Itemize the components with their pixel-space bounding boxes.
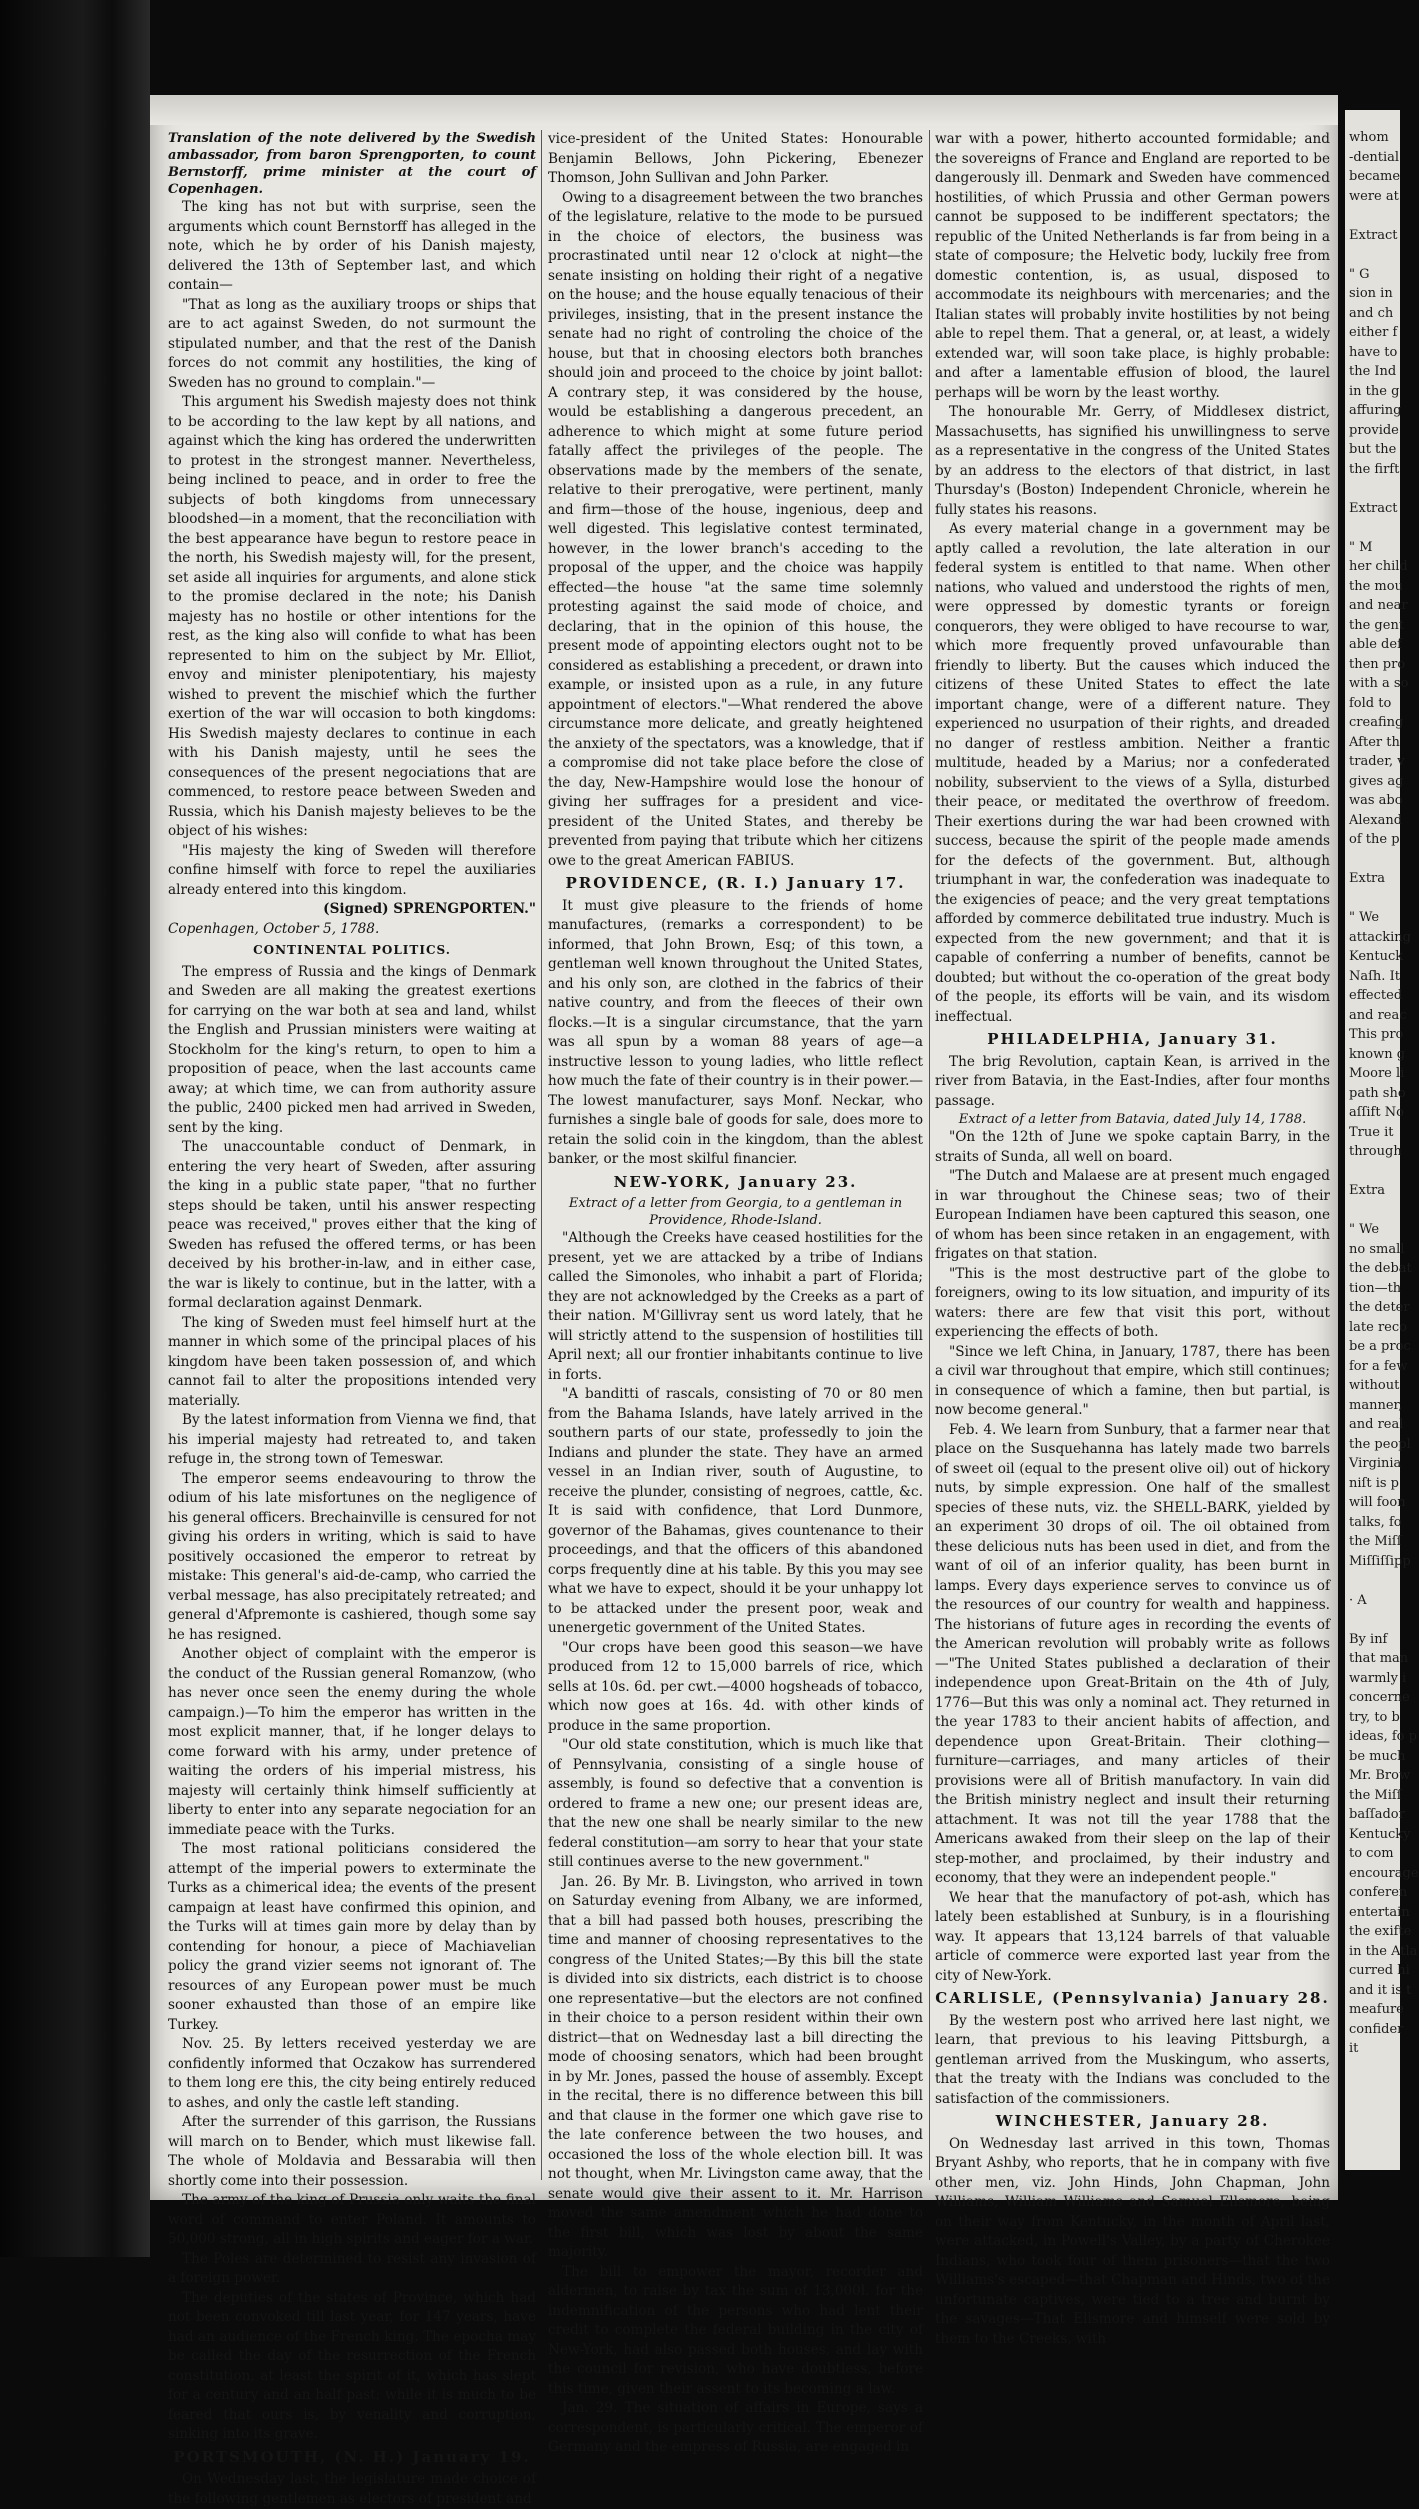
- paragraph: Jan. 26. By Mr. B. Livingston, who arrived in town on Saturday evening from Albany, we are informed, that a bill had passed both houses, prescribing the time and manner of choosing representatives to the congress of the United States;—By this bill the state is divided into six districts, each district is to choose one representative—but the electors are not confined in their choice to a person resident within their own district—that on Wednesday last a bill directing the mode of choosing senators, which had been brought in by Mr. Jones, passed the house of assembly. Except in the recital, there is no difference between this bill and that clause in the former one which gave rise to the late conference between the two houses, and occasioned the loss of the whole election bill. It was not thought, when Mr. Livingston came away, that the senate would give their assent to it. Mr. Harrison moved the same amendment which he had done to the first bill, which was lost by about the same majority.: [548, 1873, 923, 2260]
- paragraph: Another object of complaint with the emperor is the conduct of the Russian general Romanzow, (who has never once seen the enemy during the whole campaign.)—To him the emperor has written in the most explicit manner, that, if he longer delays to come forward with his army, under pretence of waiting the orders of his imperial mistress, his majesty will certainly think himself sufficiently at liberty to enter into any separate negociation for an immediate peace with the Turks.: [168, 1646, 536, 1838]
- signed-name: SPRENGPORTEN.": [393, 901, 536, 917]
- paragraph: "Our old state constitution, which is much like that of Pennsylvania, consisting of a single house of assembly, is found so defective that a convention is ordered to frame a new one; our present ideas are, that the new one shall be nearly similar to the new federal constitution—am sorry to hear that your state still continues averse to the new government.": [548, 1737, 923, 1870]
- paragraph: By the western post who arrived here last night, we learn, that previous to his leaving Pittsburgh, a gentleman arrived from the Muskingum, who asserts, that the treaty with the Indians was concluded to the satisfaction of the commissioners.: [935, 2012, 1330, 2107]
- book-binding: [0, 0, 150, 2257]
- paragraph: "That as long as the auxiliary troops or ships that are to act against Sweden, do not surmount the stipulated number, and that the rest of the Danish forces do not commit any hostilities, the king of Sweden has no ground to complain."—: [168, 296, 536, 391]
- paragraph: vice-president of the United States: Honourable Benjamin Bellows, John Pickering, Ebenezer Thomson, John Sullivan and John Parker.: [548, 131, 923, 186]
- column-1: [168, 130, 536, 2507]
- signed-label: (Signed): [323, 901, 389, 917]
- paragraph: This argument his Swedish majesty does not think to be according to the law kept by all nations, and against which the king has ordered the underwritten to protest in the strongest manner. Nevertheless, being inclined to peace, and in order to free the subjects of both kingdoms from unnecessary bloodshed—in a moment, that the reconciliation with the best appearance have begun to restore peace in the north, his Swedish majesty will, for the present, set aside all inquiries for arguments, and alone stick to the promise declared in the note; his Danish majesty has no hostile or other intentions for the rest, as the king also will confide to what has been represented to him on the subject by Mr. Elliot, envoy and minister plenipotentiary, his majesty wished to prevent the mischief which the further exertion of the war will occasion to both kingdoms: His Swedish majesty declares to continue in each with his Danish majesty, until he sees the consequences of the present negociations that are commenced, to restore peace between Sweden and Russia, which his Danish majesty believes to be the object of his wishes:: [168, 394, 536, 839]
- paragraph: war with a power, hitherto accounted formidable; and the sovereigns of France and England are reported to be dangerously ill. Denmark and Sweden have commenced hostilities, of which Prussia and other German powers cannot be supposed to be indifferent spectators; the republic of the United Netherlands is far from being in a state of composure; the Helvetic body, luckily free from domestic contention, is, as usual, disposed to accommodate its neighbours with mercenaries; and the Italian states will probably invite hostilities by not being able to repel them. That a general, or, at least, a widely extended war, will soon take place, is highly probable: and after a lamentable effusion of blood, the laurel perhaps will be worn by the least worthy.: [935, 131, 1330, 401]
- paragraph: The deputies of the states of Province, which had not been convoked till last year, for 147 years, have had an audience of the French king. The epocha may be called the day of the resurrection of the French constitution, at least the spirit of it, which has slept for a century and an half past; while it is much to be feared that ours is, by venality and corruption, sinking into its grave.: [168, 2289, 536, 2442]
- place-heading: WINCHESTER, January 28.: [995, 2112, 1270, 2130]
- column-rule: [929, 130, 930, 2180]
- paragraph: "The Dutch and Malaese are at present much engaged in war throughout the Chinese seas; two of their European Indiamen have been captured this season, one of whom has been since retaken in an engagement, with frigates on that station.: [935, 1168, 1330, 1262]
- paragraph: The bill to empower the mayor, recorder and aldermen, to raise by tax the sum of 13,000l. for the indemnification of the persons who had lent their credit to complete the federal building in the city of New-York, had also passed both houses, and lay with the council for revision, who have doubtless, before this time, given their assent to its becoming a law.: [548, 2263, 923, 2397]
- column-3: [935, 130, 1330, 2347]
- column-2: [548, 130, 923, 2455]
- place-heading: NEW-YORK, January 23.: [613, 1172, 858, 1191]
- place-heading: PROVIDENCE, (R. I.) January 17.: [565, 874, 906, 892]
- place-heading: CARLISLE, (Pennsylvania) January 28.: [935, 1989, 1330, 2007]
- paragraph: Feb. 4. We learn from Sunbury, that a farmer near that place on the Susquehanna has lately made two barrels of sweet oil (equal to the present olive oil) out of hickory nuts, by simple expression. One half of the smallest species of these nuts, viz. the SHELL-BARK, yielded by an experiment 30 drops of oil. The oil obtained from these delicious nuts has been used in diet, and from the want of oil of an inferior quality, has been burnt in lamps. Every days experience serves to convince us of the resources of our country for wealth and happiness. The historians of future ages in recording the events of the American revolution will probably write as follows—"The United States published a declaration of their independence upon Great-Britain on the 4th of July, 1776—But this was only a nominal act. They returned in the year 1783 to their ancient habits of affection, and dependence upon Great-Britain. Their clothing—furniture—carriages, and many articles of their provisions were all of British manufactory. In vain did the British ministry neglect and insult their returning attachment. It was not till the year 1788 that the Americans awaked from their sleep on the lap of their step-mother, and proclaimed, by their industry and economy, that they were an independent people.": [935, 1421, 1330, 1886]
- paragraph: "On the 12th of June we spoke captain Barry, in the straits of Sunda, all well on board.: [935, 1129, 1330, 1165]
- paragraph: "A banditti of rascals, consisting of 70 or 80 men from the Bahama Islands, have lately arrived in the southern parts of our state, professedly to join the Indians and plunder the state. They have an armed vessel in an Indian river, south of Augustine, to receive the plunder, consisting of negroes, cattle, &c. It is said with confidence, that Lord Dunmore, governor of the Bahamas, gives countenance to their proceedings, and that the officers of this abandoned corps frequently dine at his table. By this you may see what we have to expect, should it be your unhappy lot to be attacked under the present poor, weak and unenergetic government of the United States.: [548, 1386, 923, 1636]
- paragraph: "Our crops have been good this season—we have produced from 12 to 15,000 barrels of rice, which sells at 10s. 6d. per cwt.—4000 hogsheads of tobacco, which now goes at 16s. 4d. with other kinds of produce in the same proportion.: [548, 1639, 923, 1734]
- place-heading: PORTSMOUTH, (N. H.) January 19.: [173, 2447, 531, 2466]
- paragraph: "Although the Creeks have ceased hostilities for the present, yet we are attacked by a tribe of Indians called the Simonoles, who inhabit a part of Florida; they are not acknowledged by the Creeks as a part of their nation. M'Gillivray sent us word lately, that he will strictly attend to the suspension of hostilities till April next; all our frontier inhabitants continue to live in forts.: [548, 1230, 923, 1383]
- paragraph: The brig Revolution, captain Kean, is arrived in the river from Batavia, in the East-Indies, after four months passage.: [935, 1053, 1330, 1109]
- paragraph: The emperor seems endeavouring to throw the odium of his late misfortunes on the negligence of his general officers. Brechainville is censured for not giving his orders in writing, which is said to have positively occasioned the emperor to retreat by mistake: This general's aid-de-camp, who carried the verbal message, has also precipitately retreated; and general d'Afpremonte is cashiered, though some say he has resigned.: [168, 1470, 536, 1643]
- place-heading: PHILADELPHIA, January 31.: [987, 1030, 1278, 1048]
- paragraph: Nov. 25. By letters received yesterday we are confidently informed that Oczakow has surrendered to them long ere this, the city being entirely reduced to ashes, and only the castle left standing.: [168, 2036, 536, 2111]
- paragraph: By the latest information from Vienna we find, that his imperial majesty had retreated to, and taken refuge in, the strong town of Temeswar.: [168, 1412, 536, 1467]
- paragraph: The king has not but with surprise, seen the arguments which count Bernstorff has alleged in the note, which he by order of his Danish majesty, delivered the 13th of September last, and which contain—: [168, 199, 536, 293]
- paragraph: "His majesty the king of Sweden will therefore confine himself with force to repel the auxiliaries already entered into this kingdom.: [168, 842, 536, 898]
- extract-heading: Extract of a letter from Batavia, dated July 14, 1788.: [958, 1112, 1307, 1127]
- paragraph: After the surrender of this garrison, the Russians will march on to Bender, which must likewise fall. The whole of Moldavia and Bessarabia will then shortly come into their possession.: [168, 2114, 536, 2189]
- paragraph: We hear that the manufactory of pot-ash, which has lately been established at Sunbury, is in a flourishing way. It appears that 13,124 barrels of that valuable article of commerce were exported last year from the city of New-York.: [935, 1889, 1330, 1984]
- paragraph: It must give pleasure to the friends of home manufactures, (remarks a correspondent) to be informed, that John Brown, Esq; of this town, a gentleman well known throughout the United States, and his only son, are clothed in the fabrics of their native country, and from the fleeces of their own flocks.—It is a singular circumstance, that the yarn was all spun by a woman 88 years of age—a instructive lesson to young ladies, who little reflect how much the fate of their country is in their power.—The lowest manufacturer, says Monf. Neckar, who furnishes a single bale of goods for sale, does more to retain the solid coin in the kingdom, than the ablest banker, or the most skilful financier.: [548, 897, 923, 1167]
- paragraph: The army of the king of Prussia only waits the final word of command to enter Poland. It amounts to 50,000 strong, all in high spirits and eager for a war.: [168, 2192, 536, 2247]
- dateline: Copenhagen, October 5, 1788.: [168, 920, 380, 937]
- paragraph: The honourable Mr. Gerry, of Middlesex district, Massachusetts, has signified his unwillingness to serve as a representative in the congress of the United States by an address to the electors of that district, in last Thursday's (Boston) Independent Chronicle, wherein he fully states his reasons.: [935, 404, 1330, 518]
- paragraph: Owing to a disagreement between the two branches of the legislature, relative to the mode to be pursued in the choice of electors, the business was procrastinated until near 12 o'clock at night—the senate insisting on holding their right of a negative on the house; and the house equally tenacious of their privileges, insisting, that in the present instance the senate had no right of controling the choice of the house, but that in choosing electors both branches should join and proceed to the choice by joint ballot: A contrary step, it was considered by the house, would be establishing a dangerous precedent, an adherence to which might at some future period fatally affect the privileges of the people. The observations made by the members of the senate, relative to their prerogative, were pertinent, manly and firm—those of the house, ingenious, deep and well digested. This legislative contest terminated, however, in the lower branch's acceding to the proposal of the upper, and the choice was happily effected—the house "at the same time solemnly protesting against the said mode of choice, and declaring, that in the opinion of this house, the present mode of appointing electors ought not to be considered as establishing a precedent, or drawn into example, or insisted upon as a rule, in any future appointment of electors."—What rendered the above circumstance more delicate, and greatly heightened the anxiety of the spectators, was a knowledge, that if a compromise did not take place before the close of the day, New-Hampshire would lose the honour of giving her suffrages for a president and vice-president of the United States, and thereby be prevented from paying that tribute which her citizens owe to the great American FABIUS.: [548, 189, 923, 869]
- paragraph: The most rational politicians considered the attempt of the imperial powers to exterminate the Turks as a chimerical idea; the events of the present campaign at least have confirmed this opinion, and the Turks will at times gain more by delay than by contending for honour, a piece of Machiavelian policy the grand vizier seems not ignorant of. The resources of any European power must be much sooner exhausted than those of an empire like Turkey.: [168, 1841, 536, 2033]
- newspaper-page: [150, 95, 1338, 2507]
- paragraph: "This is the most destructive part of the globe to foreigners, owing to its low situation, and impurity of its waters: there are few that visit this port, without experiencing the effects of both.: [935, 1265, 1330, 1340]
- paragraph: The Poles are determined to resist any invasion of a foreign power.: [168, 2250, 536, 2286]
- paragraph: As every material change in a government may be aptly called a revolution, the late alteration in our federal system is entitled to that name. When other nations, who valued and understood the rights of men, were oppressed by domestic tyrants or foreign conquerors, they were obliged to have recourse to war, which more frequently proved unfavourable than friendly to liberty. But the causes which induced the citizens of these United States to effect the late important change, were of a different nature. They experienced no usurpation of their rights, and dreaded no danger of restless ambition. Neither a frantic multitude, headed by a Marius; nor a confederated nobility, subservient to the views of a Sylla, disturbed their peace, or meditated the overthrow of freedom. Their exertions during the war had been crowned with success, because the spirit of the people made amends for the defects of the government. But, although triumphant in war, the confederation was inadequate to the exigencies of peace; and the very great temptations afforded by commerce debilitated true industry. Much is expected from the new government; and that it is capable of conferring a number of benefits, cannot be doubted; but without the co-operation of the great body of the people, its efforts will be vain, and its wisdom ineffectual.: [935, 521, 1330, 1025]
- paragraph: The king of Sweden must feel himself hurt at the manner in which some of the principal places of his kingdom have been taken possession of, and which cannot fail to alter the propositions intended very materially.: [168, 1314, 536, 1409]
- section-heading: CONTINENTAL POLITICS.: [253, 943, 451, 957]
- paragraph: Jan. 29. The situation of affairs in Europe, says a correspondent, is particularly critical. The emperor of Germany and the empress of Russia, are engaged in: [548, 2400, 923, 2455]
- page-top-shadow: [150, 95, 1338, 125]
- paragraph: On Wednesday last arrived in this town, Thomas Bryant Ashby, who reports, that he in company with five other men, viz. John Hinds, John Chapman, John Williams, William Williams and Samuel Ellsmore, being on their way from Kentucky, in the month of April last, were attacked, in Powell's Valley, by a party of Cherokee Indians, who took four of them prisoners—that the two Williams's escaped—that Chapman and Hinds, two of the unfortunate captives, were tied to a tree and burnt by the savages—That Ellsmore and himself were sold by them to the Creeks, with: [935, 2135, 1330, 2347]
- next-page-fragment: whom -dential became were at Extract " G sion in and ch either f have to the Ind in the g affuring provide but the the firft Extract " M her child the mou and near the gent able def then pro with a so fold to creafing After th trader, v gives ag was abo Alexand of the p Extra " We attacking Kentuck Naſh. It effected and reac This pro known g Moore li path sho aſſift No True it through Extra " We no small the debat tion—th the deter late reco be a proc for a few without manner, and real the peopl Virginia niſt is p will foon talks, fo the Miſſ Miſſiſſipp · A By inf that man warmly i concerne try, to b ideas, fo p be much Mr. Brow the Miſſ baſſador Kentucky to com encourage conferen entertain the exifte in the Atla curred hi and it is t meafure confider it: [1349, 130, 1419, 2056]
- column-rule: [541, 130, 542, 2180]
- paragraph: On Wednesday last, the legislature made choice of the following gentlemen as electors of president and: [168, 2471, 536, 2507]
- paragraph: "Since we left China, in January, 1787, there has been a civil war throughout that empire, which still continues; in consequence of which a famine, then but partial, is now become general.": [935, 1343, 1330, 1418]
- next-page-edge: [1345, 110, 1419, 2170]
- extract-heading: Extract of a letter from Georgia, to a gentleman in Providence, Rhode-Island.: [568, 1196, 903, 1228]
- paragraph: The empress of Russia and the kings of Denmark and Sweden are all making the greatest exertions for carrying on the war both at sea and land, whilst the English and Prussian ministers were waiting at Stockholm for the king's return, to open to him a proposition of peace, when the last accounts came away; at which time, we can from authority assure the public, 2400 picked men had arrived in Sweden, sent by the king.: [168, 963, 536, 1136]
- paragraph: The unaccountable conduct of Denmark, in entering the very heart of Sweden, after assuring the king in a public state paper, "that no further steps should be taken, until his answer respecting peace was received," proves either that the king of Sweden has refused the offered terms, or has been deceived by his brother-in-law, and in either case, the war is likely to continue, but in the latter, with a formal declaration against Denmark.: [168, 1139, 536, 1311]
- note-heading: Translation of the note delivered by the Swedish ambassador, from baron Sprengporten, to count Bernstorff, prime minister at the court of Copenhagen.: [168, 131, 536, 197]
- signature-line: [168, 900, 536, 920]
